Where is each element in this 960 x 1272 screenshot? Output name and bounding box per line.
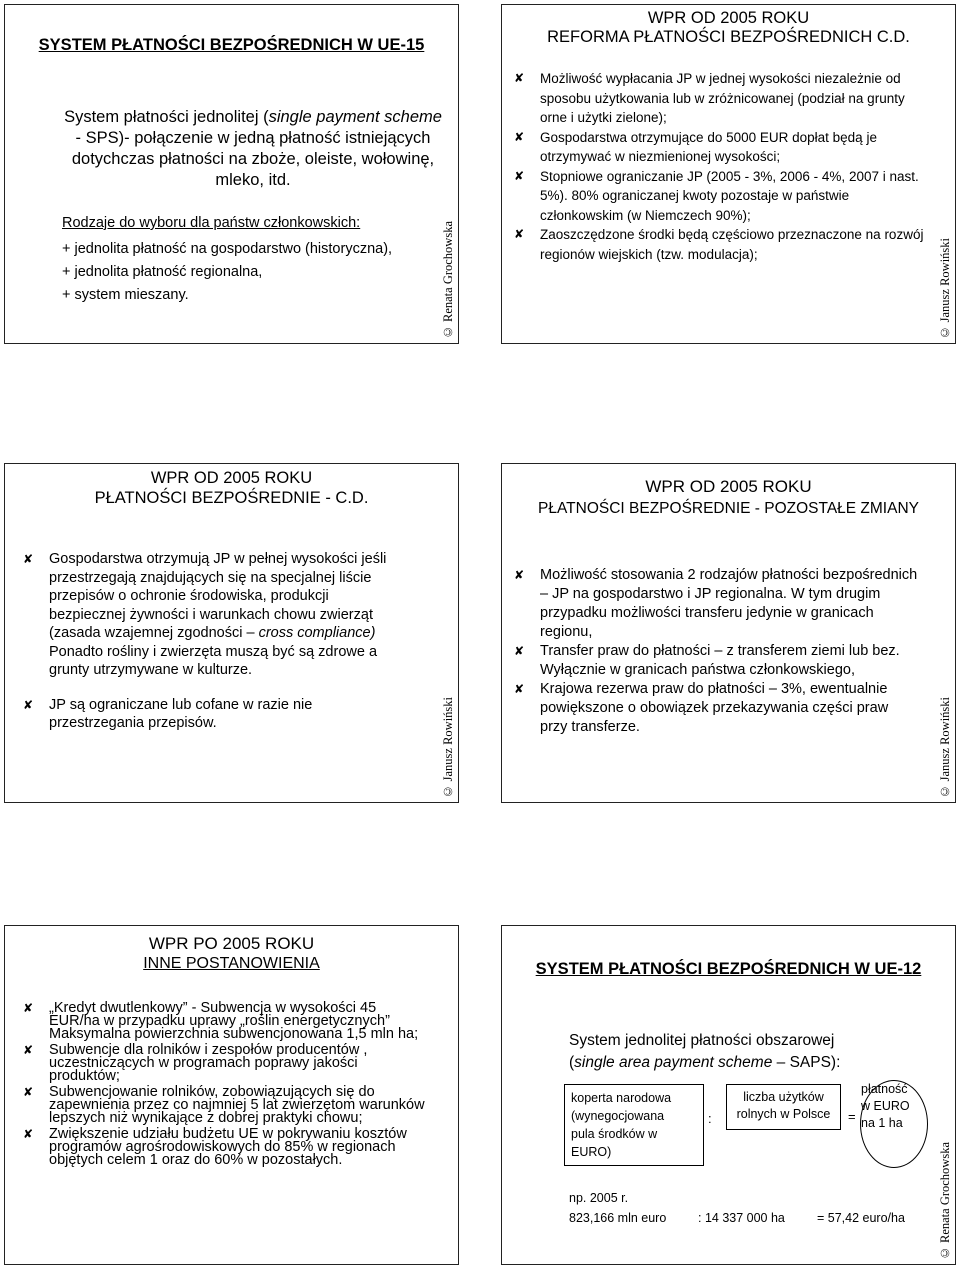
slide-6-intro-line-2: (single area payment scheme – SAPS):	[569, 1054, 841, 1071]
cross-bullet-icon: ✘	[23, 1085, 34, 1099]
slide-2-bullet: ✘ Stopniowe ograniczanie JP (2005 - 3%, 2006 - 4%, 2007 i nast. 5%). 80% ograniczanej kwoty pozostaje w państwie członkowskim (w Niemczech 90%);	[514, 168, 919, 223]
slide-1-paragraph: System płatności jednolitej (single payment scheme - SPS)- połączenie w jedną płatność istniejących dotychczas płatności na zboże, oleiste, wołowinę, mleko, itd.	[64, 108, 442, 189]
national-envelope-box: koperta narodowa (wynegocjowana pula środków w EURO)	[564, 1084, 704, 1166]
divide-operator: :	[708, 1111, 712, 1126]
slide-2-title-line-2: REFORMA PŁATNOŚCI BEZPOŚREDNICH C.D.	[547, 28, 910, 46]
cross-bullet-icon: ✘	[23, 1001, 34, 1015]
example-envelope-value: 823,166 mln euro	[569, 1211, 667, 1225]
slide-2-bullet: ✘ Możliwość wypłacania JP w jednej wysokości niezależnie od sposobu użytkowania lub w zróżnicowanej (podział na grunty orne i użytki zielone);	[514, 71, 905, 125]
cross-bullet-icon: ✘	[23, 697, 34, 712]
slide-1-option-3: + system mieszany.	[62, 287, 189, 303]
slide-1-option-1: + jednolita płatność na gospodarstwo (historyczna),	[62, 241, 393, 257]
payment-per-hectare-circle: płatność w EURO na 1 ha	[860, 1080, 928, 1168]
cross-bullet-icon: ✘	[23, 1043, 34, 1057]
slide-2-title-line-1: WPR OD 2005 ROKU	[647, 9, 810, 27]
slide-1-title: SYSTEM PŁATNOŚCI BEZPOŚREDNICH W UE-15	[38, 36, 425, 54]
slide-2	[501, 4, 956, 344]
slide-2-copyright: © Janusz Rowiński	[938, 237, 952, 339]
agricultural-land-box: liczba użytków rolnych w Polsce	[726, 1084, 841, 1130]
slide-5-bullet: ✘ Subwencje dla rolników i zespołów producentów , uczestniczących w programach poprawy jakości produktów;	[23, 1042, 368, 1084]
slide-3-copyright: © Janusz Rowiński	[441, 696, 455, 798]
equals-operator: =	[848, 1109, 856, 1124]
slide-2-bullet: ✘ Gospodarstwa otrzymujące do 5000 EUR dopłat będą je otrzymywać w niezmienionej wysokości;	[514, 129, 877, 164]
slide-5-title-line-1: WPR PO 2005 ROKU	[148, 934, 315, 953]
example-label: np. 2005 r.	[569, 1191, 629, 1205]
slide-6-title: SYSTEM PŁATNOŚCI BEZPOŚREDNICH W UE-12	[535, 960, 922, 978]
cross-bullet-icon: ✘	[514, 71, 525, 85]
slide-4-copyright: © Janusz Rowiński	[938, 696, 952, 798]
example-land-value: : 14 337 000 ha	[698, 1211, 785, 1225]
cross-bullet-icon: ✘	[514, 168, 525, 183]
slide-4-bullet: ✘ Krajowa rezerwa praw do płatności – 3%, ewentualnie powiększone o obowiązek przekazywania części praw przy transferze.	[514, 681, 889, 735]
cross-bullet-icon: ✘	[514, 682, 525, 696]
cross-bullet-icon: ✘	[514, 129, 525, 144]
slide-3-title-line-1: WPR OD 2005 ROKU	[150, 469, 313, 487]
example-result-value: = 57,42 euro/ha	[817, 1211, 905, 1225]
slide-4-bullet: ✘ Możliwość stosowania 2 rodzajów płatności bezpośrednich – JP na gospodarstwo i JP regionalna. W tym drugim przypadku możliwości transferu jedynie w granicach regionu,	[514, 567, 918, 640]
slide-6	[501, 925, 956, 1265]
slide-1-copyright: © Renata Grochowska	[441, 220, 455, 339]
slide-6-copyright: © Renata Grochowska	[938, 1141, 952, 1260]
slide-5-title-line-2: INNE POSTANOWIENIA	[143, 955, 320, 972]
slide-4-bullets	[508, 566, 918, 737]
slide-3-bullet: ✘ Gospodarstwa otrzymują JP w pełnej wysokości jeśli przestrzegają znajdujących się na specjalnej liście przepisów o ochronie środowiska, produkcji bezpiecznej żywności i warunkach chowu zwierząt (zasada wzajemnej zgodności – cross compliance) Ponadto rośliny i zwierzęta muszą być są zdrowe a grunty utrzymywane w kulturze.	[23, 551, 387, 678]
cross-bullet-icon: ✘	[514, 644, 525, 658]
slide-4	[501, 463, 956, 803]
slide-3	[4, 463, 459, 803]
slide-5-bullet: ✘ „Kredyt dwutlenkowy” - Subwencja w wysokości 45 EUR/ha w przypadku uprawy „roślin energetycznych” Maksymalna powierzchnia subwencjonowana 1,5 mln ha;	[23, 1000, 419, 1042]
cross-bullet-icon: ✘	[23, 1127, 34, 1141]
slide-4-title-line-2: PŁATNOŚCI BEZPOŚREDNIE - POZOSTAŁE ZMIANY	[538, 500, 919, 517]
slide-5	[4, 925, 459, 1265]
slide-1-options-heading: Rodzaje do wyboru dla państw członkowskich:	[62, 215, 361, 231]
slide-6-intro-line-1: System jednolitej płatności obszarowej	[569, 1032, 835, 1049]
slide-5-bullet: ✘ Subwencjowanie rolników, zobowiązujących się do zapewnienia przez co najmniej 5 lat zwierzętom warunków lepszych niż wynikające z dobrej praktyki chowu;	[23, 1084, 425, 1126]
slide-4-title-line-1: WPR OD 2005 ROKU	[645, 477, 812, 496]
cross-bullet-icon: ✘	[23, 552, 34, 566]
slide-3-bullet: ✘ JP są ograniczane lub cofane w razie nie przestrzegania przepisów.	[23, 696, 313, 731]
slide-3-bullets	[17, 550, 407, 733]
slide-1-option-2: + jednolita płatność regionalna,	[62, 264, 263, 280]
slide-5-bullet: ✘ Zwiększenie udziału budżetu UE w pokrywaniu kosztów programów agrośrodowiskowych do 85% w regionach objętych celem 1 oraz do 60% w pozostałych.	[23, 1126, 407, 1168]
slide-3-title-line-2: PŁATNOŚCI BEZPOŚREDNIE - C.D.	[94, 489, 369, 507]
cross-bullet-icon: ✘	[514, 568, 525, 582]
cross-bullet-icon: ✘	[514, 227, 525, 241]
slide-5-bullets	[17, 1002, 427, 1167]
slide-4-bullet: ✘ Transfer praw do płatności – z transferem ziemi lub bez. Wyłącznie w granicach państwa członkowskiego,	[514, 643, 900, 678]
slide-2-bullets	[508, 69, 928, 264]
slide-1	[4, 4, 459, 344]
slide-2-bullet: ✘ Zaoszczędzone środki będą częściowo przeznaczone na rozwój regionów wiejskich (tzw. modulacja);	[514, 227, 924, 262]
